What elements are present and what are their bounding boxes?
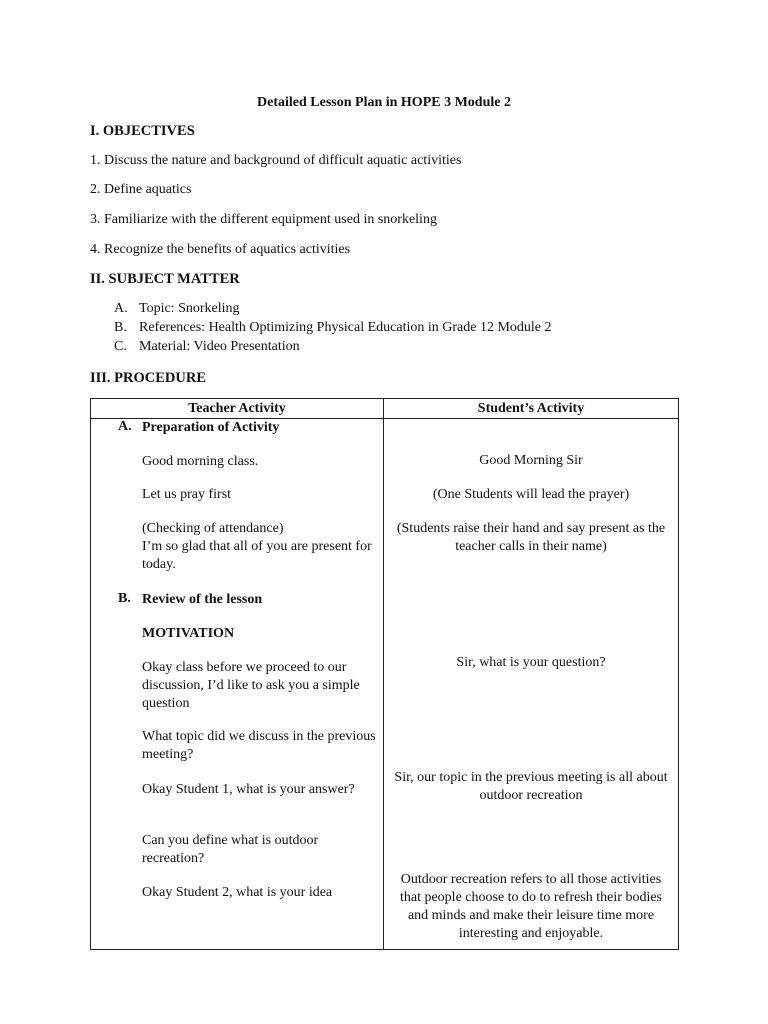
student-line: (Students raise their hand and say present as the teacher calls in their name) — [396, 521, 666, 554]
teacher-activity-header: Teacher Activity — [91, 399, 384, 419]
teacher-line: Okay Student 2, what is your idea — [142, 885, 333, 900]
table-header-row — [91, 399, 679, 419]
procedure-table — [90, 398, 679, 950]
teacher-line: Okay class before we proceed to our discussion, I’d like to ask you a simple question — [142, 660, 360, 711]
student-activity-header: Student’s Activity — [384, 399, 679, 419]
section-letter: B. — [118, 591, 131, 606]
subject-item-label: B. — [114, 320, 127, 335]
teacher-line: Let us pray first — [142, 487, 232, 502]
student-line: Sir, what is your question? — [456, 655, 606, 670]
student-line: Outdoor recreation refers to all those activities that people choose to do to refresh their bodies and minds and make their leisure time more interesting and enjoyable. — [399, 872, 663, 941]
subject-item-label: C. — [114, 339, 127, 354]
section-title: Preparation of Activity — [142, 420, 280, 435]
teacher-line: Good morning class. — [142, 454, 259, 469]
procedure-heading: III. PROCEDURE — [90, 370, 207, 386]
subject-item — [0, 339, 768, 357]
student-line: Good Morning Sir — [479, 453, 583, 468]
subject-item — [0, 320, 768, 338]
section-letter: A. — [118, 419, 132, 434]
teacher-line: Can you define what is outdoor recreation? — [142, 833, 319, 866]
motivation-label: MOTIVATION — [142, 626, 235, 641]
subject-item-text: References: Health Optimizing Physical Education in Grade 12 Module 2 — [139, 320, 552, 335]
student-line: (One Students will lead the prayer) — [432, 487, 630, 502]
objective-item: 2. Define aquatics — [90, 182, 192, 197]
objective-item: 3. Familiarize with the different equipment used in snorkeling — [90, 212, 437, 227]
student-line: Sir, our topic in the previous meeting is all about outdoor recreation — [394, 770, 668, 803]
teacher-activity-cell — [91, 419, 384, 950]
student-activity-cell — [384, 419, 679, 950]
subject-item-label: A. — [114, 301, 128, 316]
objectives-heading: I. OBJECTIVES — [90, 123, 195, 139]
subject-item-text: Topic: Snorkeling — [139, 301, 240, 316]
objective-item: 1. Discuss the nature and background of difficult aquatic activities — [90, 153, 462, 168]
teacher-line: What topic did we discuss in the previous meeting? — [142, 729, 376, 762]
teacher-line: (Checking of attendance) — [142, 521, 284, 536]
objective-item: 4. Recognize the benefits of aquatics activities — [90, 242, 351, 257]
document-title: Detailed Lesson Plan in HOPE 3 Module 2 — [257, 95, 511, 110]
subject-item — [0, 301, 768, 319]
section-title: Review of the lesson — [142, 592, 263, 607]
table-row — [91, 419, 679, 950]
subject-matter-heading: II. SUBJECT MATTER — [90, 271, 240, 287]
subject-item-text: Material: Video Presentation — [139, 339, 300, 354]
teacher-line: Okay Student 1, what is your answer? — [142, 782, 355, 797]
teacher-line: I’m so glad that all of you are present for today. — [142, 539, 372, 572]
